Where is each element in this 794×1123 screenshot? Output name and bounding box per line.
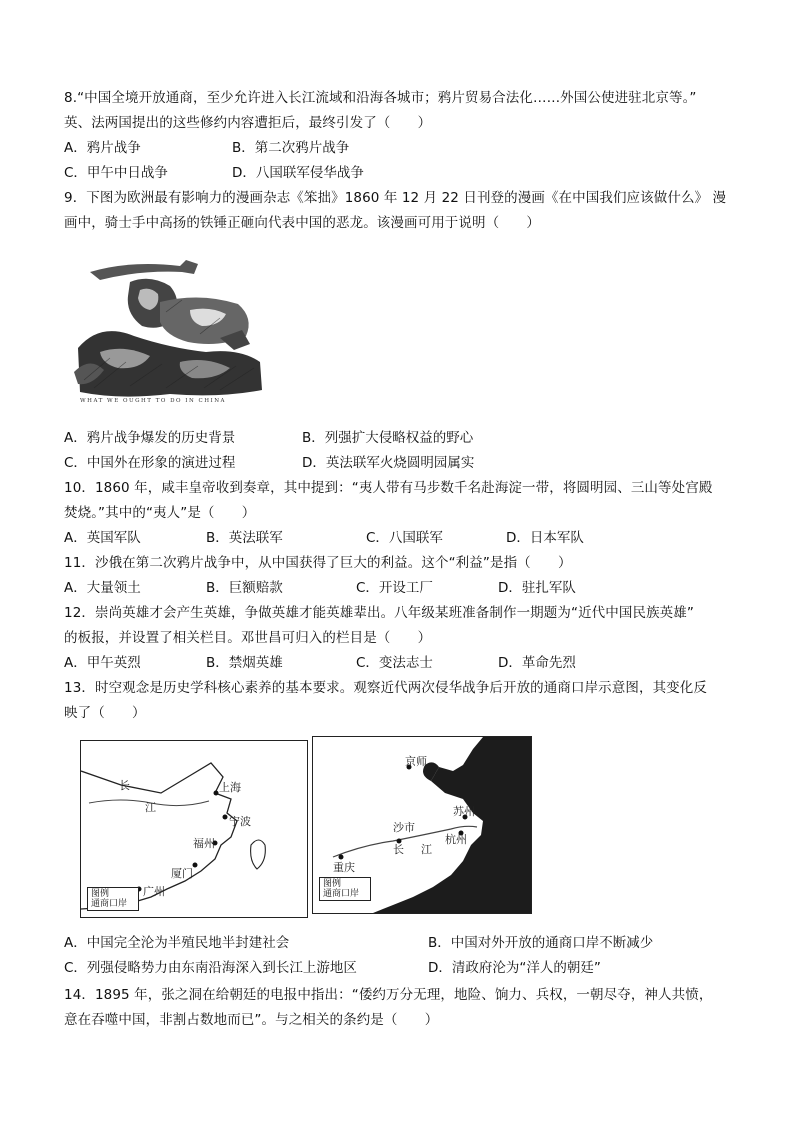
q9-option-c: C．中国外在形象的演进过程 [64,455,236,471]
q11-option-b: B．巨额赔款 [206,580,283,596]
map2-label-chongqing: 重庆 [333,861,355,874]
q10-option-a: A．英国军队 [64,530,141,546]
punch-cartoon-image [70,252,266,410]
q12-option-a: A．甲午英烈 [64,655,141,671]
q11-option-a: A．大量领土 [64,580,141,596]
map2-label-hangzhou: 杭州 [445,833,467,846]
q11-option-d: D．驻扎军队 [498,580,576,596]
q13-stem-line1: 13．时空观念是历史学科核心素养的基本要求。观察近代两次侵华战争后开放的通商口岸示意图，其变化反 [64,680,707,696]
q12-stem-line2: 的板报，并设置了相关栏目。邓世昌可归入的栏目是（ ） [64,630,432,646]
knight-dragon-illustration [70,252,266,410]
q14-stem-line1: 14．1895 年，张之洞在给朝廷的电报中指出：“倭约万分无理，地险、饷力、兵权，一朝尽夺，神人共愤， [64,987,713,1003]
q12-option-d: D．革命先烈 [498,655,576,671]
map1-label-jiang: 江 [145,801,156,814]
map-sino-japanese-war-ports [312,736,532,914]
map1-legend-title: 图例 [91,889,110,899]
q13-option-c: C．列强侵略势力由东南沿海深入到长江上游地区 [64,960,357,976]
q12-option-c: C．变法志士 [356,655,433,671]
q8-option-c: C．甲午中日战争 [64,165,168,181]
q13-option-b: B．中国对外开放的通商口岸不断减少 [428,935,654,951]
map2-label-suzhou: 苏州 [453,805,475,818]
q13-option-d: D．清政府沦为“洋人的朝廷” [428,960,601,976]
map1-legend [87,887,139,911]
map2-legend-item: 通商口岸 [323,889,360,899]
q9-option-b: B．列强扩大侵略权益的野心 [302,430,474,446]
map1-label-xiamen: 厦门 [171,867,193,880]
map1-label-fuzhou: 福州 [193,837,215,850]
q12-stem-line1: 12．崇尚英雄才会产生英雄，争做英雄才能英雄辈出。八年级某班准备制作一期题为“近代中国民族英雄” [64,605,694,621]
q10-option-c: C．八国联军 [366,530,443,546]
map2-legend [319,877,371,901]
q11-stem-line1: 11．沙俄在第二次鸦片战争中，从中国获得了巨大的利益。这个“利益”是指（ ） [64,555,572,571]
map2-legend-title: 图例 [323,879,342,889]
q14-stem-line2: 意在吞噬中国，非割占数地而已”。与之相关的条约是（ ） [64,1012,439,1028]
map1-label-chang: 长 [119,779,130,792]
q8-option-b: B．第二次鸦片战争 [232,140,350,156]
q8-stem-line2: 英、法两国提出的这些修约内容遭拒后，最终引发了（ ） [64,115,432,131]
q10-option-d: D．日本军队 [506,530,584,546]
q9-option-a: A．鸦片战争爆发的历史背景 [64,430,236,446]
map2-label-chang: 长 [393,843,404,856]
q10-option-b: B．英法联军 [206,530,283,546]
map2-label-shashi: 沙市 [393,821,415,834]
q8-stem-line1: 8.“中国全境开放通商，至少允许进入长江流域和沿海各城市；鸦片贸易合法化……外国公使进驻北京等。” [64,90,697,106]
q12-option-b: B．禁烟英雄 [206,655,283,671]
map2-label-jiang: 江 [421,843,432,856]
map-first-opium-war-ports [80,740,308,918]
q10-stem-line2: 焚烧。”其中的“夷人”是（ ） [64,505,256,521]
map1-label-ningbo: 宁波 [229,815,251,828]
q10-stem-line1: 10．1860 年，咸丰皇帝收到奏章，其中提到：“夷人带有马步数千名赴海淀一带，将圆明园、三山等处宫殿 [64,480,713,496]
q8-option-a: A．鸦片战争 [64,140,141,156]
q13-stem-line2: 映了（ ） [64,705,146,721]
map2-label-jingshi: 京师 [405,755,427,768]
q8-option-d: D．八国联军侵华战争 [232,165,364,181]
q9-stem-line2: 画中，骑士手中高扬的铁锤正砸向代表中国的恶龙。该漫画可用于说明（ ） [64,215,540,231]
q11-option-c: C．开设工厂 [356,580,433,596]
map1-legend-item: 通商口岸 [91,899,128,909]
cartoon-caption: WHAT WE OUGHT TO DO IN CHINA [80,398,226,404]
q9-option-d: D．英法联军火烧圆明园属实 [302,455,475,471]
map1-label-guangzhou: 广州 [143,885,165,898]
map1-label-shanghai: 上海 [219,781,241,794]
q9-stem-line1: 9．下图为欧洲最有影响力的漫画杂志《笨拙》1860 年 12 月 22 日刊登的漫画《在中国我们应该做什么》 漫 [64,190,727,206]
q13-option-a: A．中国完全沦为半殖民地半封建社会 [64,935,290,951]
